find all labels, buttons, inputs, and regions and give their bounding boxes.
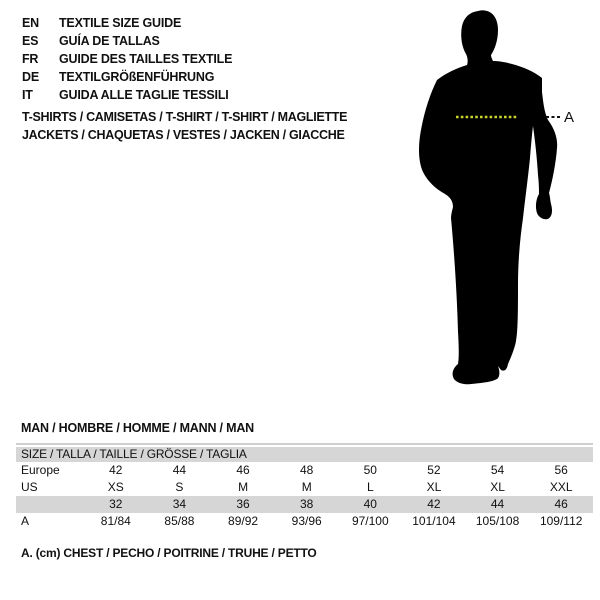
table-cell: 38 bbox=[300, 497, 314, 511]
table-cell: 85/88 bbox=[164, 514, 195, 528]
table-row-numeric-sizes bbox=[16, 496, 593, 513]
table-top-divider bbox=[16, 443, 593, 445]
table-cell: XL bbox=[426, 480, 442, 494]
table-cell: 48 bbox=[300, 463, 314, 477]
table-cell: 109/112 bbox=[539, 514, 583, 528]
table-cell: 42 bbox=[109, 463, 123, 477]
language-row-fr bbox=[22, 50, 232, 68]
table-cell: 52 bbox=[427, 463, 441, 477]
table-cell: XXL bbox=[549, 480, 573, 494]
table-cell: XS bbox=[107, 480, 124, 494]
table-cell: 46 bbox=[554, 497, 568, 511]
language-label: GUIDA ALLE TAGLIE TESSILI bbox=[59, 88, 229, 102]
table-cell: 93/96 bbox=[291, 514, 322, 528]
table-cell: 56 bbox=[554, 463, 568, 477]
table-cell: 81/84 bbox=[100, 514, 131, 528]
measure-label-a: A bbox=[564, 109, 575, 126]
table-cell: 105/108 bbox=[475, 514, 520, 528]
language-code: DE bbox=[22, 70, 39, 84]
table-cell: 44 bbox=[172, 463, 187, 477]
language-row-de bbox=[22, 68, 232, 86]
table-cell: L bbox=[366, 480, 374, 494]
language-label: TEXTILGRÖßENFÜHRUNG bbox=[59, 70, 215, 84]
table-cell: 44 bbox=[490, 497, 505, 511]
language-label: GUIDE DES TAILLES TEXTILE bbox=[59, 52, 233, 66]
table-row-chest-a bbox=[16, 513, 593, 530]
section-title-man: MAN / HOMBRE / HOMME / MANN / MAN bbox=[21, 421, 254, 435]
language-code: FR bbox=[22, 52, 39, 66]
language-code: ES bbox=[22, 34, 39, 48]
table-cell: 97/100 bbox=[351, 514, 389, 528]
table-cell: 32 bbox=[109, 497, 123, 511]
table-row-europe bbox=[16, 462, 593, 479]
garment-line-tshirts: T-SHIRTS / CAMISETAS / T-SHIRT / T-SHIRT / MAGLIETTE bbox=[22, 110, 348, 124]
language-row-es bbox=[22, 32, 232, 50]
table-cell: 36 bbox=[236, 497, 250, 511]
table-cell: 42 bbox=[427, 497, 441, 511]
language-label: TEXTILE SIZE GUIDE bbox=[59, 16, 182, 30]
row-label bbox=[16, 496, 84, 513]
language-code: IT bbox=[22, 88, 33, 102]
measurement-footnote: A. (cm) CHEST / PECHO / POITRINE / TRUHE / PETTO bbox=[21, 546, 317, 560]
table-cell: S bbox=[175, 480, 184, 494]
language-row-it bbox=[22, 86, 232, 104]
table-cell: XL bbox=[490, 480, 505, 494]
garment-line-jackets: JACKETS / CHAQUETAS / VESTES / JACKEN / GIACCHE bbox=[22, 128, 345, 142]
row-label: A bbox=[21, 514, 30, 528]
table-cell: 101/104 bbox=[412, 514, 456, 528]
man-silhouette-icon bbox=[419, 10, 557, 384]
table-cell: 46 bbox=[236, 463, 250, 477]
garment-types bbox=[22, 108, 347, 144]
table-cell: 50 bbox=[363, 463, 377, 477]
table-cell: 34 bbox=[172, 497, 187, 511]
language-guide-list bbox=[22, 14, 232, 104]
language-row-en bbox=[22, 14, 232, 32]
language-label: GUÍA DE TALLAS bbox=[59, 34, 160, 48]
table-cell: M bbox=[238, 480, 249, 494]
table-cell: 40 bbox=[363, 497, 377, 511]
table-row-us bbox=[16, 479, 593, 496]
male-silhouette-figure bbox=[390, 0, 600, 410]
table-cell: 89/92 bbox=[228, 514, 259, 528]
size-table-header: SIZE / TALLA / TAILLE / GRÖSSE / TAGLIA bbox=[16, 447, 593, 462]
size-table bbox=[16, 443, 593, 530]
table-cell: M bbox=[301, 480, 312, 494]
row-label: Europe bbox=[21, 463, 60, 477]
row-label: US bbox=[21, 480, 38, 494]
table-cell: 54 bbox=[490, 463, 505, 477]
language-code: EN bbox=[22, 16, 39, 30]
